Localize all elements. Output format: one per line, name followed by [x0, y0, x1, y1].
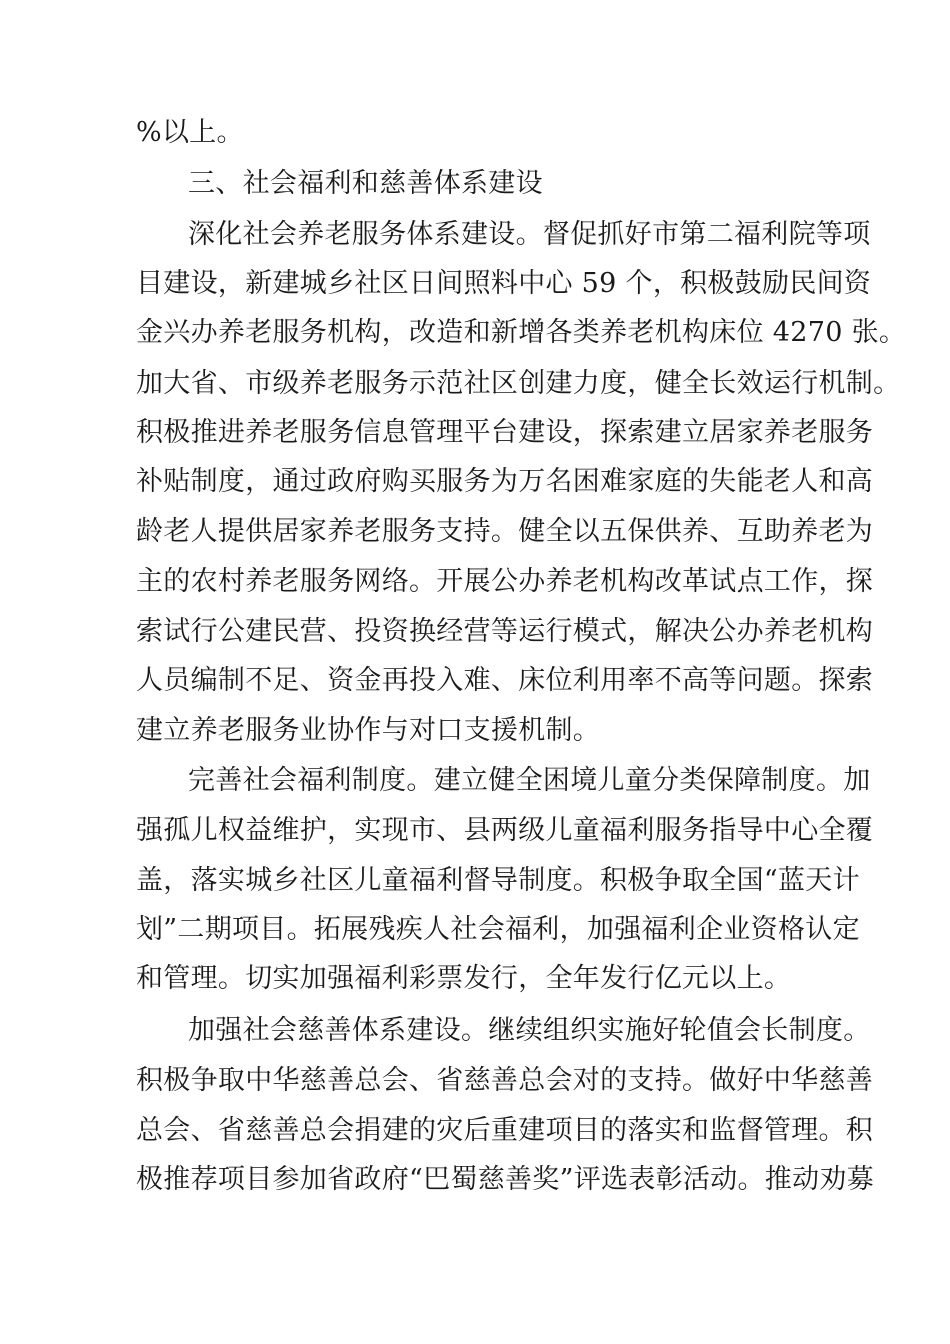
- paragraph-line: 极推荐项目参加省政府“巴蜀慈善奖”评选表彰活动。推动劝募: [136, 1164, 875, 1195]
- paragraph-line: 索试行公建民营、投资换经营等运行模式，解决公办养老机构: [136, 616, 874, 647]
- paragraph-line: 完善社会福利制度。建立健全困境儿童分类保障制度。加: [188, 765, 871, 796]
- paragraph-line: 人员编制不足、资金再投入难、床位利用率不高等问题。探索: [136, 665, 874, 696]
- paragraph-line: 强孤儿权益维护，实现市、县两级儿童福利服务指导中心全覆: [136, 815, 874, 846]
- paragraph-line: 建立养老服务业协作与对口支援机制。: [136, 715, 601, 746]
- paragraph-line: 盖，落实城乡社区儿童福利督导制度。积极争取全国“蓝天计: [136, 865, 860, 896]
- text-line: %以上。: [136, 117, 244, 148]
- paragraph-line: 目建设，新建城乡社区日间照料中心 59 个，积极鼓励民间资: [136, 268, 872, 299]
- paragraph-line: 总会、省慈善总会捐建的灾后重建项目的落实和监督管理。积: [136, 1115, 874, 1146]
- paragraph-line: 和管理。切实加强福利彩票发行，全年发行亿元以上。: [136, 963, 792, 994]
- paragraph-line: 加大省、市级养老服务示范社区创建力度，健全长效运行机制。: [136, 368, 901, 399]
- paragraph-line: 划”二期项目。拓展残疾人社会福利，加强福利企业资格认定: [136, 914, 860, 945]
- paragraph-line: 补贴制度，通过政府购买服务为万名困难家庭的失能老人和高: [136, 466, 874, 497]
- paragraph-line: 加强社会慈善体系建设。继续组织实施好轮值会长制度。: [188, 1015, 871, 1046]
- paragraph-line: 深化社会养老服务体系建设。督促抓好市第二福利院等项: [188, 219, 871, 250]
- paragraph-line: 积极争取中华慈善总会、省慈善总会对的支持。做好中华慈善: [136, 1065, 874, 1096]
- section-heading: 三、社会福利和慈善体系建设: [188, 168, 543, 199]
- paragraph-line: 积极推进养老服务信息管理平台建设，探索建立居家养老服务: [136, 417, 874, 448]
- paragraph-line: 龄老人提供居家养老服务支持。健全以五保供养、互助养老为: [136, 516, 874, 547]
- paragraph-line: 主的农村养老服务网络。开展公办养老机构改革试点工作，探: [136, 566, 874, 597]
- paragraph-line: 金兴办养老服务机构，改造和新增各类养老机构床位 4270 张。: [136, 317, 907, 348]
